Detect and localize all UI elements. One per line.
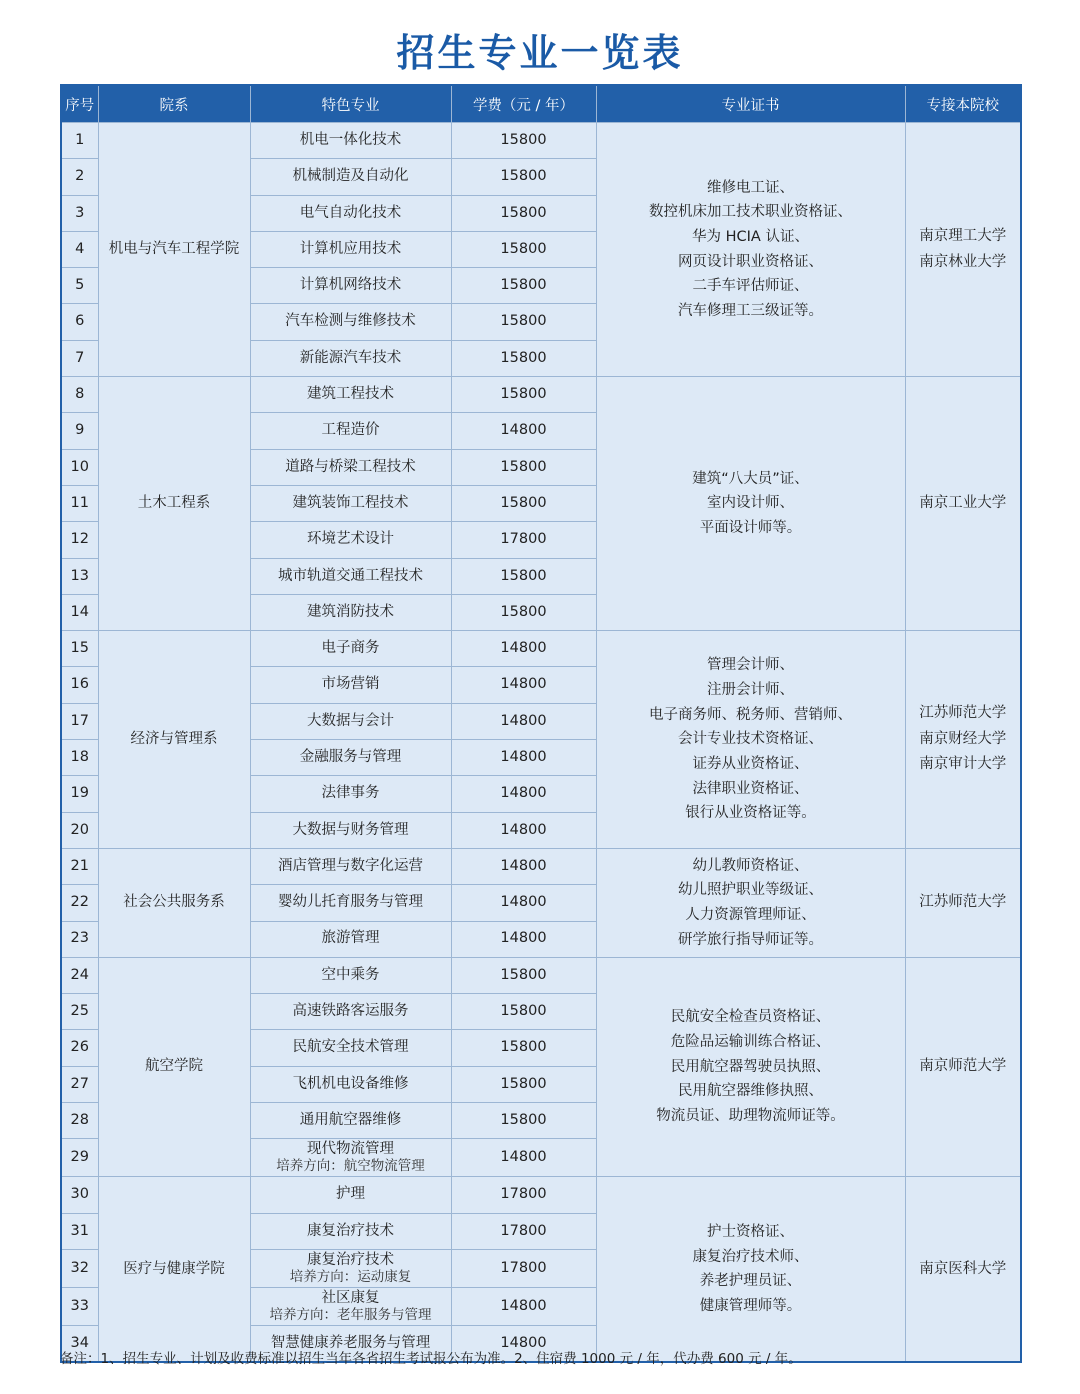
row-number: 6: [61, 304, 98, 340]
tuition-fee: 14800: [451, 921, 596, 957]
major-track: 培养方向：航空物流管理: [276, 1158, 425, 1175]
tuition-fee: 15800: [451, 231, 596, 267]
major-cell: [250, 776, 451, 812]
major-cell: [250, 703, 451, 739]
row-number: 9: [61, 413, 98, 449]
major-cell: [250, 957, 451, 993]
row-number: 34: [61, 1325, 98, 1362]
row-number: 7: [61, 340, 98, 376]
major-cell: [250, 340, 451, 376]
major-name: 大数据与财务管理: [292, 821, 409, 838]
tuition-fee: 15800: [451, 594, 596, 630]
tuition-fee: 15800: [451, 558, 596, 594]
major-name: 电气自动化技术: [299, 204, 402, 221]
major-name: 工程造价: [321, 422, 380, 439]
tuition-fee: 14800: [451, 703, 596, 739]
major-name: 护理: [336, 1186, 365, 1203]
major-name: 通用航空器维修: [299, 1111, 402, 1128]
department-name: 经济与管理系: [98, 631, 250, 849]
major-cell: [250, 159, 451, 195]
major-cell: [250, 740, 451, 776]
footnote: 备注：1、招生专业、计划及收费标准以招生当年各省招生考试报公布为准。2、住宿费 1000 元 / 年，代办费 600 元 / 年。: [60, 1351, 802, 1367]
tuition-fee: 17800: [451, 1213, 596, 1249]
major-cell: [250, 377, 451, 413]
row-number: 1: [61, 123, 98, 159]
major-name: 道路与桥梁工程技术: [285, 458, 416, 475]
tuition-fee: 17800: [451, 1249, 596, 1287]
major-cell: [250, 594, 451, 630]
tuition-fee: 15800: [451, 268, 596, 304]
table-header-row: [61, 85, 1021, 123]
row-number: 4: [61, 231, 98, 267]
major-cell: [250, 994, 451, 1030]
row-number: 17: [61, 703, 98, 739]
major-name: 汽车检测与维修技术: [285, 313, 416, 330]
transfer-universities: 南京理工大学 南京林业大学: [905, 123, 1021, 377]
transfer-universities: 南京师范大学: [905, 957, 1021, 1176]
transfer-universities: 江苏师范大学 南京财经大学 南京审计大学: [905, 631, 1021, 849]
major-name: 金融服务与管理: [299, 749, 402, 765]
table-body: [61, 123, 1021, 1363]
major-cell: [250, 304, 451, 340]
major-name: 酒店管理与数字化运营: [278, 857, 423, 874]
major-name: 市场营销: [321, 676, 380, 693]
major-name: 高速铁路客运服务: [292, 1003, 409, 1020]
major-name: 环境艺术设计: [307, 531, 394, 548]
major-cell: [250, 1139, 451, 1177]
row-number: 11: [61, 485, 98, 521]
transfer-universities: 江苏师范大学: [905, 848, 1021, 957]
tuition-fee: 14800: [451, 885, 596, 921]
table-row: [61, 957, 1021, 993]
tuition-fee: 15800: [451, 1066, 596, 1102]
tuition-fee: 14800: [451, 776, 596, 812]
table-row: [61, 123, 1021, 159]
major-name: 机电一体化技术: [299, 131, 402, 148]
major-cell: [250, 812, 451, 848]
tuition-fee: 15800: [451, 994, 596, 1030]
header-certificate: 专业证书: [596, 85, 905, 123]
major-cell: [250, 848, 451, 884]
row-number: 16: [61, 667, 98, 703]
row-number: 5: [61, 268, 98, 304]
tuition-fee: 15800: [451, 1030, 596, 1066]
row-number: 30: [61, 1177, 98, 1213]
department-name: 医疗与健康学院: [98, 1177, 250, 1362]
major-cell: [250, 123, 451, 159]
major-cell: [250, 449, 451, 485]
row-number: 29: [61, 1139, 98, 1177]
major-cell: [250, 885, 451, 921]
major-name: 婴幼儿托育服务与管理: [278, 894, 423, 911]
page-title: 招生专业一览表: [396, 30, 684, 75]
department-name: 社会公共服务系: [98, 848, 250, 957]
header-department: 院系: [98, 85, 250, 123]
tuition-fee: 15800: [451, 449, 596, 485]
major-cell: [250, 231, 451, 267]
certificates: 维修电工证、 数控机床加工技术职业资格证、 华为 HCIA 认证、 网页设计职业资格证、 二手车评估师证、 汽车修理工三级证等。: [596, 123, 905, 377]
header-major: 特色专业: [250, 85, 451, 123]
row-number: 2: [61, 159, 98, 195]
major-name: 旅游管理: [321, 930, 380, 947]
tuition-fee: 14800: [451, 667, 596, 703]
certificates: 幼儿教师资格证、 幼儿照护职业等级证、 人力资源管理师证、 研学旅行指导师证等。: [596, 848, 905, 957]
major-name: 智慧健康养老服务与管理: [270, 1334, 431, 1351]
major-cell: [250, 195, 451, 231]
row-number: 10: [61, 449, 98, 485]
table-row: [61, 848, 1021, 884]
major-name: 现代物流管理: [307, 1141, 394, 1158]
tuition-fee: 15800: [451, 304, 596, 340]
major-name: 法律事务: [321, 785, 380, 802]
tuition-fee: 15800: [451, 485, 596, 521]
tuition-fee: 15800: [451, 195, 596, 231]
tuition-fee: 14800: [451, 631, 596, 667]
row-number: 8: [61, 377, 98, 413]
row-number: 33: [61, 1287, 98, 1325]
row-number: 3: [61, 195, 98, 231]
majors-table: [60, 84, 1022, 1363]
department-name: 土木工程系: [98, 377, 250, 631]
tuition-fee: 14800: [451, 1287, 596, 1325]
row-number: 18: [61, 740, 98, 776]
major-name: 康复治疗技术: [307, 1222, 394, 1239]
department-name: 航空学院: [98, 957, 250, 1176]
major-name: 计算机应用技术: [299, 240, 402, 257]
major-name: 民航安全技术管理: [292, 1039, 409, 1056]
tuition-fee: 14800: [451, 1139, 596, 1177]
major-cell: [250, 1287, 451, 1325]
row-number: 27: [61, 1066, 98, 1102]
tuition-fee: 14800: [451, 812, 596, 848]
row-number: 20: [61, 812, 98, 848]
row-number: 28: [61, 1103, 98, 1139]
table-row: [61, 631, 1021, 667]
tuition-fee: 14800: [451, 848, 596, 884]
row-number: 15: [61, 631, 98, 667]
major-cell: [250, 667, 451, 703]
tuition-fee: 14800: [451, 413, 596, 449]
major-cell: [250, 1066, 451, 1102]
major-name: 康复治疗技术: [307, 1251, 394, 1268]
major-cell: [250, 1177, 451, 1213]
tuition-fee: 17800: [451, 1177, 596, 1213]
certificates: 建筑“八大员”证、 室内设计师、 平面设计师等。: [596, 377, 905, 631]
row-number: 13: [61, 558, 98, 594]
major-cell: [250, 522, 451, 558]
tuition-fee: 15800: [451, 377, 596, 413]
major-cell: [250, 1213, 451, 1249]
tuition-fee: 17800: [451, 522, 596, 558]
row-number: 32: [61, 1249, 98, 1287]
major-name: 大数据与会计: [307, 712, 394, 729]
major-track: 培养方向：老年服务与管理: [269, 1307, 432, 1323]
major-name: 社区康复: [321, 1289, 380, 1306]
header-seq: 序号: [61, 85, 98, 123]
transfer-universities: 南京医科大学: [905, 1177, 1021, 1362]
major-track: 培养方向：运动康复: [289, 1269, 412, 1285]
header-university: 专接本院校: [905, 85, 1021, 123]
major-cell: [250, 1030, 451, 1066]
row-number: 14: [61, 594, 98, 630]
major-name: 城市轨道交通工程技术: [278, 567, 423, 584]
certificates: 管理会计师、 注册会计师、 电子商务师、税务师、营销师、 会计专业技术资格证、 证券从业资格证、 法律职业资格证、 银行从业资格证等。: [596, 631, 905, 849]
major-cell: [250, 631, 451, 667]
department-name: 机电与汽车工程学院: [98, 123, 250, 377]
major-name: 电子商务: [321, 640, 380, 657]
major-name: 飞机机电设备维修: [292, 1075, 409, 1092]
major-name: 空中乘务: [321, 966, 380, 983]
row-number: 24: [61, 957, 98, 993]
major-name: 新能源汽车技术: [299, 349, 402, 366]
table-row: [61, 1177, 1021, 1213]
certificates: 民航安全检查员资格证、 危险品运输训练合格证、 民用航空器驾驶员执照、 民用航空器维修执照、 物流员证、助理物流师证等。: [596, 957, 905, 1176]
tuition-fee: 15800: [451, 1103, 596, 1139]
major-name: 建筑装饰工程技术: [292, 494, 409, 511]
tuition-fee: 14800: [451, 1325, 596, 1362]
row-number: 26: [61, 1030, 98, 1066]
transfer-universities: 南京工业大学: [905, 377, 1021, 631]
major-name: 计算机网络技术: [299, 277, 402, 294]
row-number: 21: [61, 848, 98, 884]
major-cell: [250, 485, 451, 521]
major-cell: [250, 413, 451, 449]
row-number: 31: [61, 1213, 98, 1249]
major-cell: [250, 1103, 451, 1139]
tuition-fee: 15800: [451, 159, 596, 195]
major-cell: [250, 1249, 451, 1287]
major-name: 建筑消防技术: [307, 603, 394, 620]
header-fee: 学费（元 / 年）: [451, 85, 596, 123]
major-name: 建筑工程技术: [307, 386, 394, 403]
row-number: 12: [61, 522, 98, 558]
row-number: 19: [61, 776, 98, 812]
tuition-fee: 15800: [451, 957, 596, 993]
tuition-fee: 14800: [451, 740, 596, 776]
row-number: 23: [61, 921, 98, 957]
major-name: 机械制造及自动化: [292, 168, 409, 185]
certificates: 护士资格证、 康复治疗技术师、 养老护理员证、 健康管理师等。: [596, 1177, 905, 1362]
tuition-fee: 15800: [451, 123, 596, 159]
row-number: 22: [61, 885, 98, 921]
row-number: 25: [61, 994, 98, 1030]
table-row: [61, 377, 1021, 413]
major-cell: [250, 921, 451, 957]
tuition-fee: 15800: [451, 340, 596, 376]
major-cell: [250, 268, 451, 304]
major-cell: [250, 558, 451, 594]
